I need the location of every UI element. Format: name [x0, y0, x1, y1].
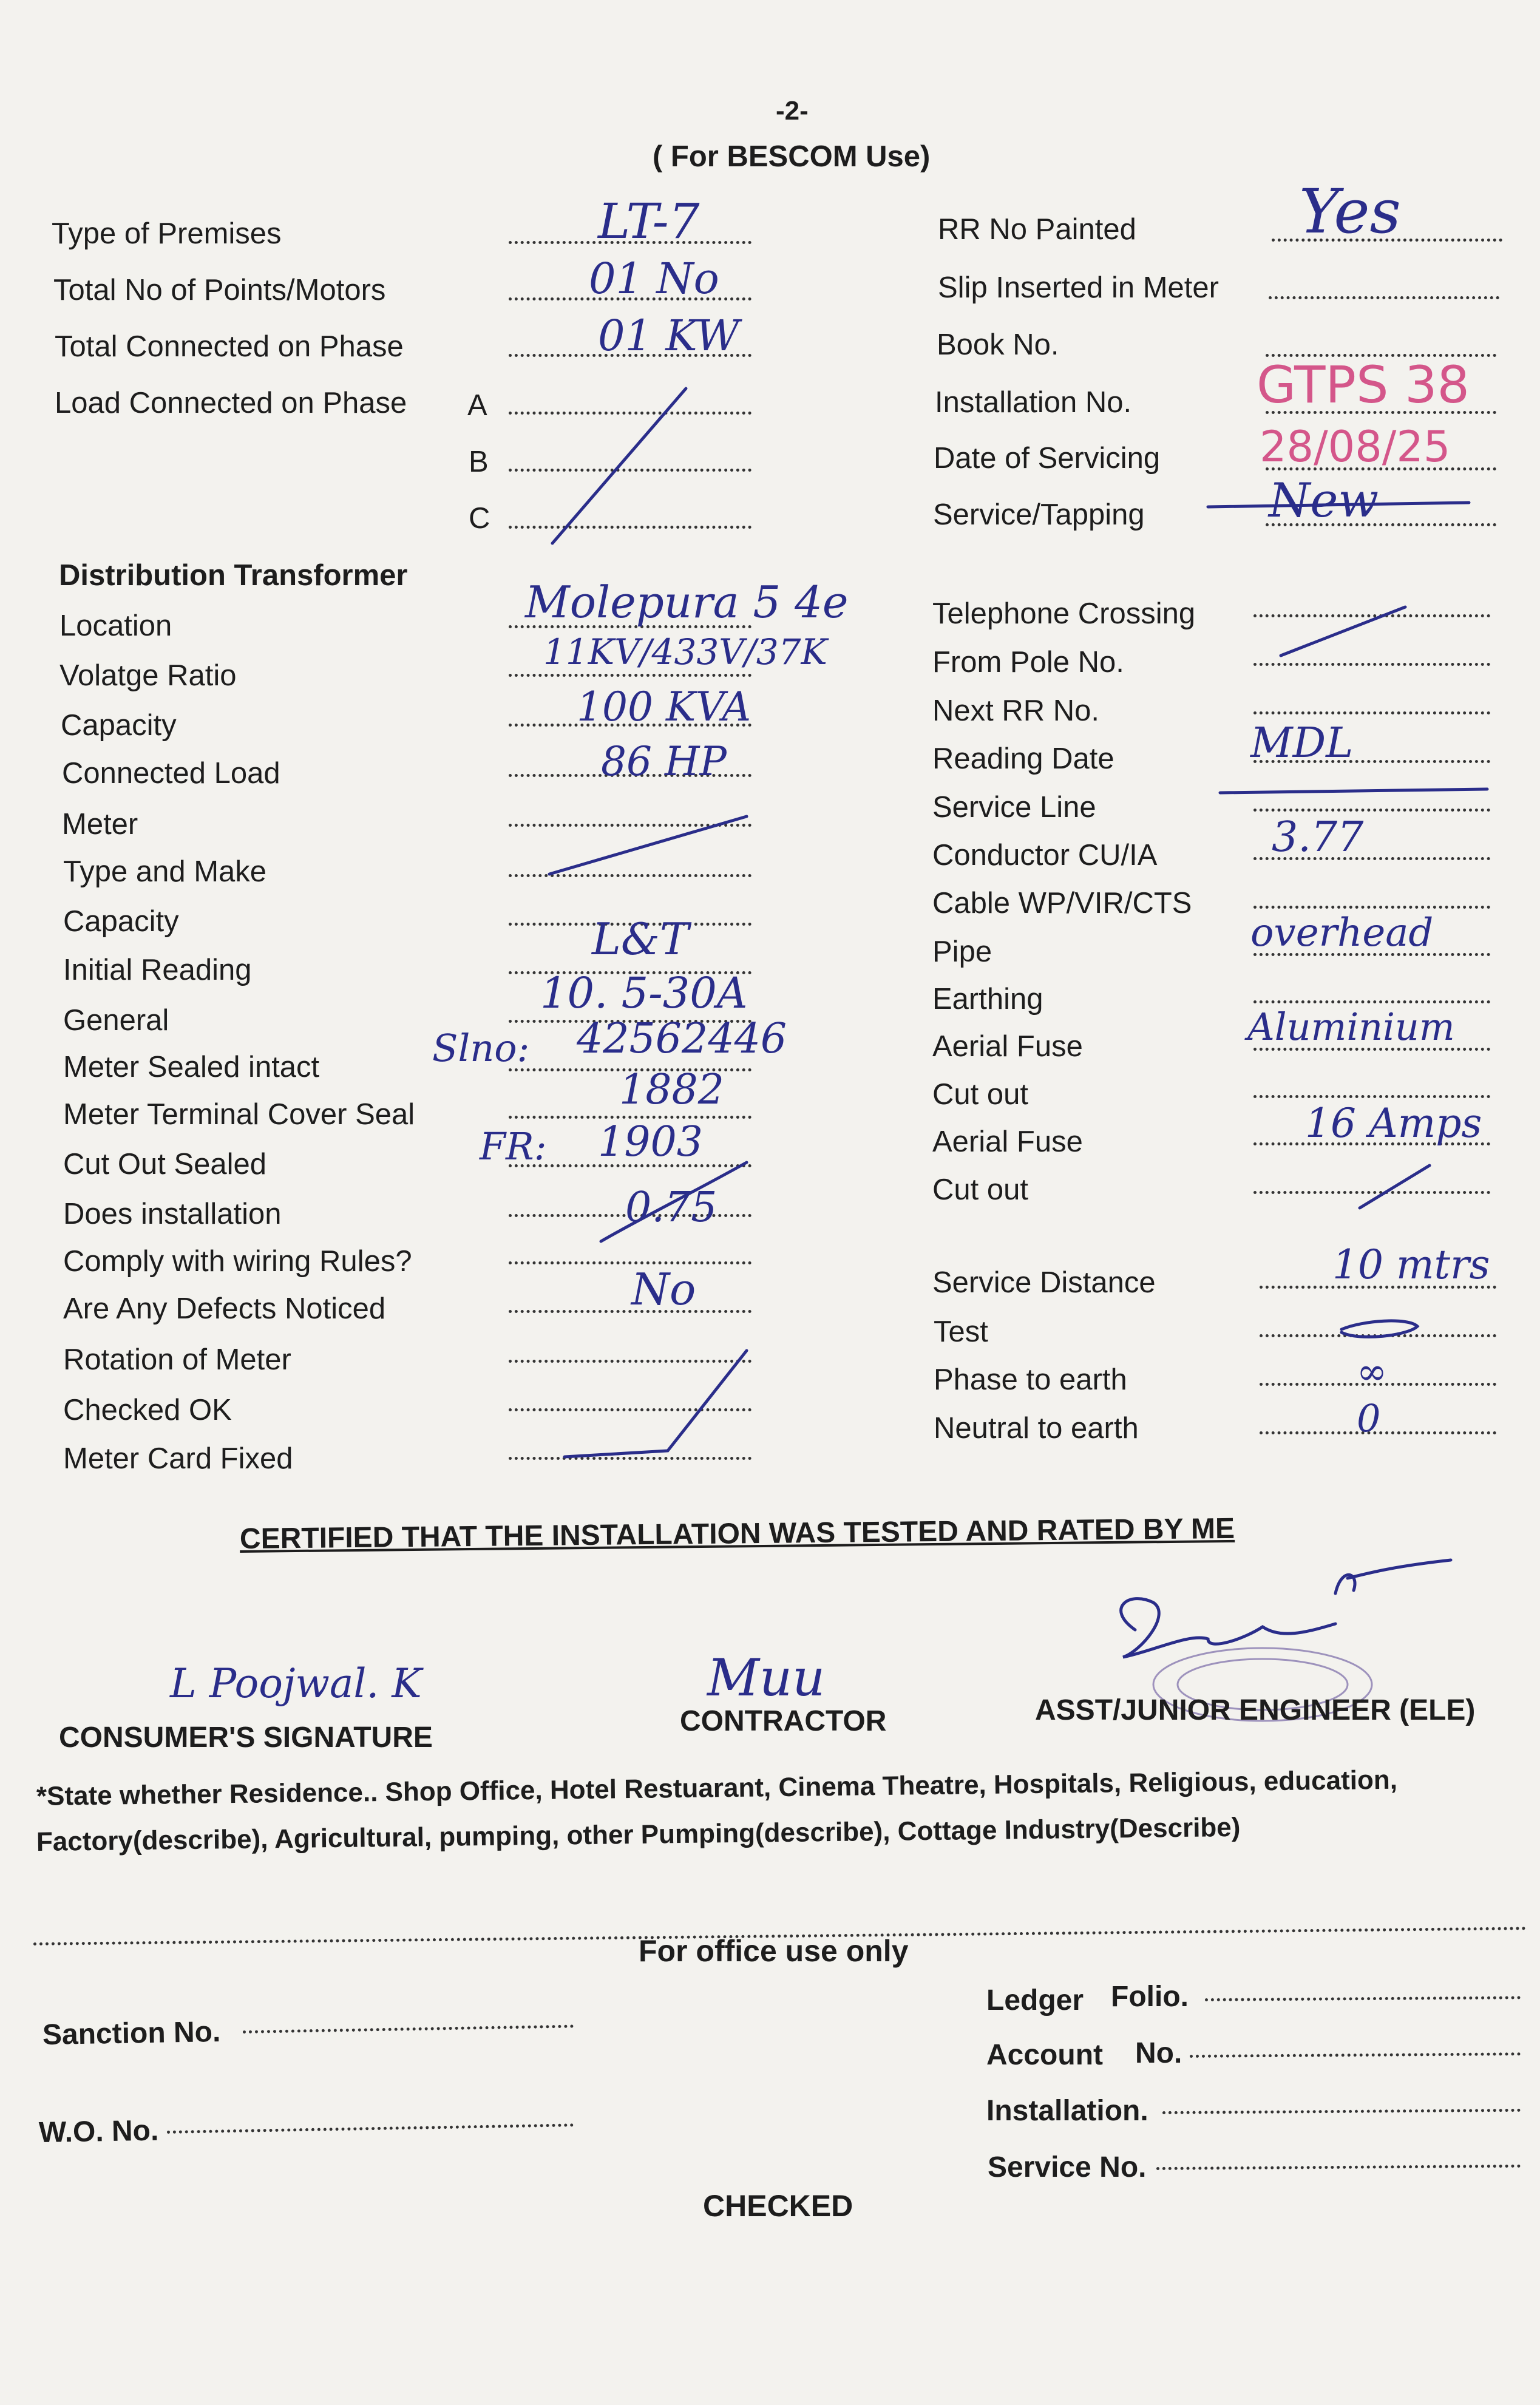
date-servicing-label: Date of Servicing — [934, 442, 1161, 475]
checked-ok-label: Checked OK — [63, 1394, 232, 1426]
installation-no-label: Installation No. — [935, 386, 1132, 419]
account-label: Account — [986, 2039, 1103, 2071]
phase-a-label: A — [467, 389, 487, 422]
neutral-earth-value: 0 — [1357, 1396, 1381, 1440]
ledger-label: Ledger — [986, 1984, 1084, 2017]
meter-capacity-value: L&T — [592, 914, 689, 965]
service-tapping-label: Service/Tapping — [933, 498, 1145, 531]
conductor-value: 3.77 — [1272, 813, 1364, 861]
comply-rules-label: Comply with wiring Rules? — [63, 1245, 412, 1278]
consumer-signature: L Poojwal. K — [170, 1660, 422, 1707]
cut-out-value: 0.75 — [625, 1184, 717, 1232]
connected-load-value: 86 HP — [601, 738, 727, 785]
service-distance-label: Service Distance — [932, 1266, 1156, 1299]
cut-out-label: Cut out — [932, 1078, 1028, 1111]
from-pole-label: From Pole No. — [932, 646, 1124, 679]
premises-note-line2: Factory(describe), Agricultural, pumping, other Pumping(describe), Cottage Industry(Describe) — [36, 1812, 1241, 1857]
engineer-label: ASST/JUNIOR ENGINEER (ELE) — [1035, 1694, 1476, 1726]
voltage-ratio-value: 11KV/433V/37K — [543, 631, 827, 673]
neutral-earth-label: Neutral to earth — [934, 1412, 1139, 1445]
total-points-label: Total No of Points/Motors — [53, 274, 386, 307]
phase-c-label: C — [469, 502, 490, 535]
premises-note-line1: *State whether Residence.. Shop Office, Hotel Restuarant, Cinema Theatre, Hospitals, Religious, education, — [36, 1765, 1398, 1811]
installation-no-value: GTPS 38 — [1257, 355, 1470, 415]
connected-load-label: Connected Load — [62, 757, 280, 790]
aerial-fuse-2-label: Aerial Fuse — [932, 1125, 1083, 1158]
rotation-label: Rotation of Meter — [63, 1343, 291, 1376]
earthing-value: Aluminium — [1247, 1005, 1455, 1049]
meter-sealed-label: Meter Sealed intact — [63, 1051, 320, 1084]
meter-card-label: Meter Card Fixed — [63, 1442, 293, 1475]
type-make-label: Type and Make — [63, 855, 267, 888]
location-value: Molepura 5 4e — [525, 577, 849, 628]
capacity-label: Capacity — [61, 709, 177, 742]
slip-inserted-label: Slip Inserted in Meter — [938, 271, 1219, 304]
phase-earth-label: Phase to earth — [934, 1363, 1127, 1396]
total-connected-label: Total Connected on Phase — [55, 330, 404, 363]
telephone-label: Telephone Crossing — [932, 597, 1196, 630]
general-prefix: Slno: — [432, 1026, 530, 1070]
terminal-cover-label: Meter Terminal Cover Seal — [63, 1098, 415, 1131]
service-distance-value: 10 mtrs — [1332, 1241, 1490, 1288]
contractor-label: CONTRACTOR — [680, 1705, 887, 1737]
checked-label: CHECKED — [703, 2189, 853, 2223]
total-connected-value: 01 KW — [598, 311, 740, 361]
aerial-fuse-label: Aerial Fuse — [932, 1030, 1083, 1063]
contractor-signature: Muu — [707, 1648, 826, 1708]
distribution-transformer-heading: Distribution Transformer — [59, 559, 408, 592]
pipe-label: Pipe — [932, 935, 992, 968]
meter-capacity-label: Capacity — [63, 905, 179, 938]
account-no-label: No. — [1135, 2037, 1182, 2069]
wo-no-label: W.O. No. — [38, 2114, 159, 2149]
cable-label: Cable WP/VIR/CTS — [932, 887, 1192, 920]
consumer-signature-label: CONSUMER'S SIGNATURE — [59, 1721, 433, 1754]
test-label: Test — [934, 1315, 988, 1348]
reading-date-value: MDL — [1250, 719, 1354, 767]
initial-reading-label: Initial Reading — [63, 954, 252, 986]
earthing-label: Earthing — [932, 983, 1043, 1016]
does-installation-label: Does installation — [63, 1198, 282, 1230]
certification-statement: CERTIFIED THAT THE INSTALLATION WAS TESTED AND RATED BY ME — [239, 1512, 1235, 1555]
capacity-value: 100 KVA — [577, 684, 751, 730]
service-line-label: Service Line — [932, 791, 1096, 824]
location-label: Location — [59, 609, 172, 642]
rr-painted-value: Yes — [1299, 176, 1401, 247]
voltage-ratio-label: Volatge Ratio — [59, 659, 237, 692]
load-connected-label: Load Connected on Phase — [55, 387, 407, 419]
initial-reading-value: 10. 5-30A — [540, 968, 748, 1018]
service-no-label: Service No. — [988, 2151, 1147, 2183]
sanction-no-label: Sanction No. — [42, 2015, 221, 2051]
page-number: -2- — [776, 96, 809, 126]
meter-sealed-value: 1882 — [619, 1066, 725, 1114]
conductor-label: Conductor CU/IA — [932, 839, 1158, 872]
general-label: General — [63, 1004, 169, 1037]
next-rr-label: Next RR No. — [932, 694, 1100, 727]
service-tapping-value: New — [1269, 473, 1379, 528]
phase-b-label: B — [469, 446, 489, 478]
type-of-premises-value: LT-7 — [598, 193, 700, 249]
cut-out-2-label: Cut out — [932, 1173, 1028, 1206]
comply-rules-value: No — [631, 1264, 696, 1315]
form-subtitle: ( For BESCOM Use) — [653, 140, 931, 173]
cable-value: overhead — [1250, 911, 1434, 955]
rr-painted-label: RR No Painted — [938, 213, 1136, 246]
total-points-value: 01 No — [589, 254, 719, 304]
terminal-cover-prefix: FR: — [480, 1124, 547, 1169]
type-of-premises-label: Type of Premises — [52, 217, 282, 250]
defects-label: Are Any Defects Noticed — [63, 1292, 386, 1325]
general-value: 42562446 — [577, 1015, 787, 1063]
cut-out-sealed-label: Cut Out Sealed — [63, 1148, 267, 1181]
meter-label: Meter — [62, 808, 138, 841]
folio-label: Folio. — [1111, 1981, 1189, 2013]
date-servicing-value: 28/08/25 — [1260, 422, 1451, 472]
phase-earth-value: ∞ — [1357, 1351, 1387, 1393]
installation-office-label: Installation. — [986, 2095, 1148, 2127]
terminal-cover-value: 1903 — [598, 1118, 704, 1166]
book-no-label: Book No. — [937, 328, 1059, 361]
reading-date-label: Reading Date — [932, 742, 1114, 775]
aerial-fuse-2-value: 16 Amps — [1305, 1100, 1482, 1147]
office-use-heading: For office use only — [639, 1934, 909, 1968]
